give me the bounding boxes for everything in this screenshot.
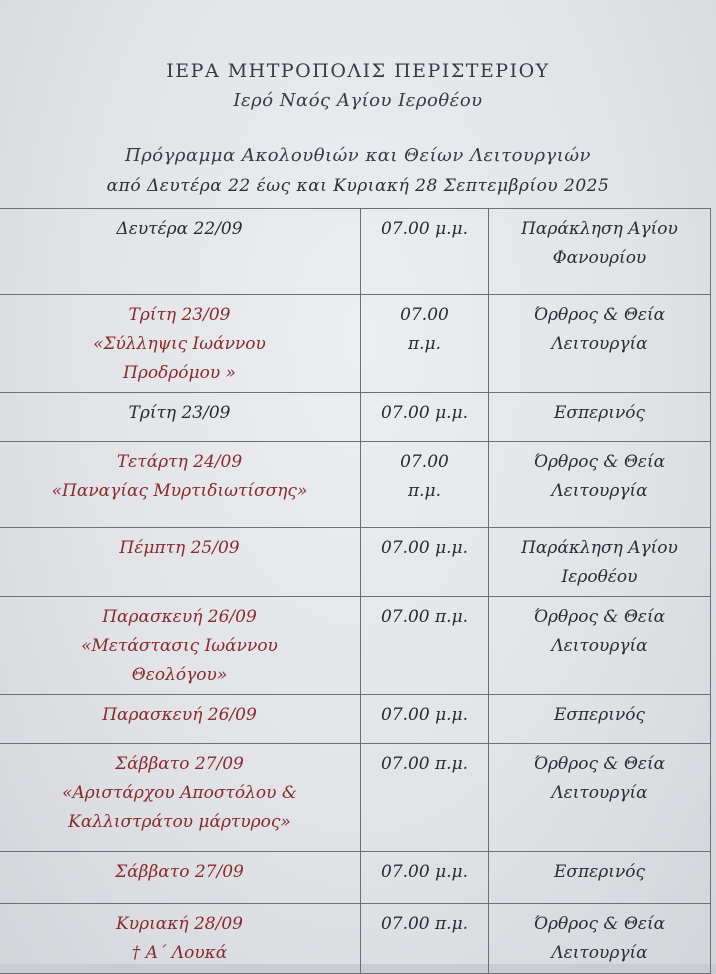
service-cell-line: Όρθρος & Θεία: [533, 607, 666, 627]
metropolis-heading: ΙΕΡΑ ΜΗΤΡΟΠΟΛΙΣ ΠΕΡΙΣΤΕΡΙΟΥ: [166, 60, 550, 82]
church-heading: Ιερό Ναός Αγίου Ιεροθέου: [233, 90, 483, 111]
day-cell-line: «Παναγίας Μυρτιδιωτίσσης»: [51, 481, 308, 501]
schedule-row: [0, 393, 711, 442]
schedule-row: [0, 442, 711, 528]
time-cell-line: 07.00 μ.μ.: [381, 219, 468, 239]
service-cell: [489, 744, 711, 852]
day-cell: [0, 597, 361, 695]
schedule-row: [0, 852, 711, 904]
service-cell: [489, 393, 711, 442]
service-cell-line: Λειτουργία: [551, 334, 648, 354]
day-cell-line: Πέμπτη 25/09: [119, 538, 240, 558]
time-cell: [361, 393, 489, 442]
day-cell: [0, 295, 361, 393]
time-cell: [361, 744, 489, 852]
day-cell-line: Σάββατο 27/09: [115, 754, 244, 774]
program-title: Πρόγραμμα Ακολουθιών και Θείων Λειτουργιών: [125, 145, 591, 166]
day-cell-line: Παρασκευή 26/09: [102, 607, 257, 627]
time-cell-line: 07.00 π.μ.: [380, 754, 469, 774]
service-cell-line: Όρθρος & Θεία: [533, 305, 666, 325]
service-cell: [489, 695, 711, 744]
day-cell: [0, 393, 361, 442]
day-cell: [0, 904, 361, 974]
day-cell-line: † Α΄ Λουκά: [131, 943, 228, 963]
time-cell-line: 07.00: [400, 452, 449, 472]
day-cell-line: Σάββατο 27/09: [115, 862, 244, 882]
schedule-row: [0, 904, 711, 974]
service-cell-line: Εσπερινός: [553, 403, 646, 423]
time-cell-line: π.μ.: [407, 481, 442, 501]
day-cell-line: Τρίτη 23/09: [128, 403, 231, 423]
service-cell: [489, 852, 711, 904]
time-cell-line: π.μ.: [407, 334, 442, 354]
schedule-row: [0, 528, 711, 597]
day-cell-line: Δευτέρα 22/09: [116, 219, 243, 239]
schedule-row: [0, 695, 711, 744]
time-cell: [361, 442, 489, 528]
service-cell-line: Ιεροθέου: [561, 567, 638, 587]
day-cell: [0, 209, 361, 295]
time-cell: [361, 209, 489, 295]
service-cell-line: Φανουρίου: [552, 248, 647, 268]
time-cell: [361, 295, 489, 393]
day-cell-line: Τετάρτη 24/09: [116, 452, 243, 472]
day-cell-line: Προδρόμου »: [123, 363, 236, 383]
day-cell-line: «Μετάστασις Ιωάννου: [81, 636, 278, 656]
service-cell-line: Λειτουργία: [551, 943, 648, 963]
time-cell: [361, 852, 489, 904]
day-cell-line: Θεολόγου»: [131, 665, 228, 685]
time-cell-line: 07.00 μ.μ.: [381, 538, 468, 558]
service-cell-line: Όρθρος & Θεία: [533, 914, 666, 934]
day-cell-line: Κυριακή 28/09: [116, 914, 243, 934]
day-cell-line: Τρίτη 23/09: [128, 305, 231, 325]
service-cell-line: Παράκληση Αγίου: [521, 219, 678, 239]
service-cell-line: Εσπερινός: [553, 705, 646, 725]
time-cell-line: 07.00 π.μ.: [380, 607, 469, 627]
schedule-row: [0, 744, 711, 852]
time-cell: [361, 528, 489, 597]
schedule-row: [0, 597, 711, 695]
schedule-row: [0, 295, 711, 393]
day-cell-line: Καλλιστράτου μάρτυρος»: [68, 812, 291, 832]
service-cell-line: Λειτουργία: [551, 636, 648, 656]
day-cell: [0, 442, 361, 528]
time-cell-line: 07.00 μ.μ.: [381, 403, 468, 423]
service-cell-line: Παράκληση Αγίου: [521, 538, 678, 558]
day-cell-line: «Αριστάρχου Αποστόλου &: [62, 783, 297, 803]
time-cell: [361, 695, 489, 744]
date-range: από Δευτέρα 22 έως και Κυριακή 28 Σεπτεμβρίου 2025: [106, 176, 610, 196]
schedule-row: [0, 209, 711, 295]
service-cell-line: Λειτουργία: [551, 783, 648, 803]
day-cell: [0, 744, 361, 852]
service-cell-line: Όρθρος & Θεία: [533, 452, 666, 472]
service-cell: [489, 209, 711, 295]
service-cell: [489, 528, 711, 597]
service-cell: [489, 597, 711, 695]
service-cell: [489, 442, 711, 528]
time-cell-line: 07.00: [400, 305, 449, 325]
service-cell-line: Όρθρος & Θεία: [533, 754, 666, 774]
service-cell-line: Εσπερινός: [553, 862, 646, 882]
day-cell: [0, 852, 361, 904]
time-cell: [361, 597, 489, 695]
time-cell-line: 07.00 π.μ.: [380, 914, 469, 934]
service-cell-line: Λειτουργία: [551, 481, 648, 501]
time-cell-line: 07.00 μ.μ.: [381, 862, 468, 882]
day-cell: [0, 695, 361, 744]
time-cell: [361, 904, 489, 974]
day-cell-line: «Σύλληψις Ιωάννου: [93, 334, 266, 354]
schedule-body: [0, 209, 711, 974]
service-cell: [489, 904, 711, 974]
schedule-table: [0, 208, 711, 974]
service-cell: [489, 295, 711, 393]
day-cell-line: Παρασκευή 26/09: [102, 705, 257, 725]
time-cell-line: 07.00 μ.μ.: [381, 705, 468, 725]
day-cell: [0, 528, 361, 597]
